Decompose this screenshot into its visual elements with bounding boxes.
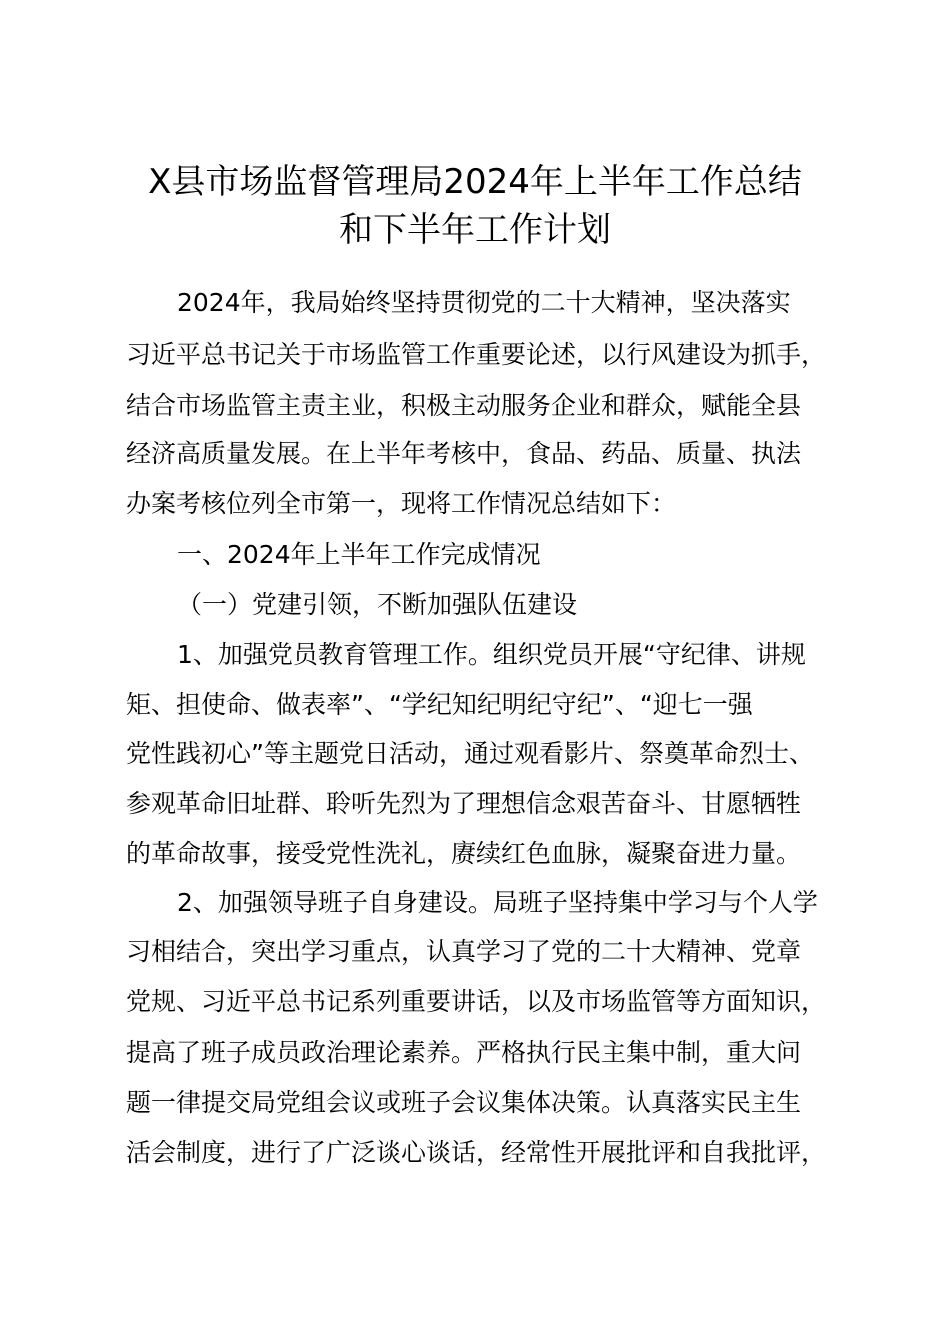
para-1-line-4: 参观革命旧址群、聆听先烈为了理想信念艰苦奋斗、甘愿牺牲 (126, 789, 802, 818)
section-1-heading: 一、2024年上半年工作完成情况 (177, 540, 541, 569)
intro-line-4: 经济高质量发展。在上半年考核中，食品、药品、质量、执法 (126, 439, 802, 468)
intro-line-2: 习近平总书记关于市场监管工作重要论述，以行风建设为抓手， (126, 340, 827, 369)
para-2-line-6: 活会制度，进行了广泛谈心谈话，经常性开展批评和自我批评， (126, 1138, 827, 1167)
para-1-line-1: 1、加强党员教育管理工作。组织党员开展“守纪律、讲规 (177, 640, 806, 669)
para-1-line-5: 的革命故事，接受党性洗礼，赓续红色血脉，凝聚奋进力量。 (126, 839, 802, 868)
intro-line-3: 结合市场监管主责主业，积极主动服务企业和群众，赋能全县 (126, 391, 802, 420)
document-title-line-1: X县市场监督管理局2024年上半年工作总结 (148, 162, 802, 202)
para-1-line-2: 矩、担使命、做表率”、“学纪知纪明纪守纪”、“迎七一强 (126, 690, 753, 719)
subsection-1-heading: （一）党建引领，不断加强队伍建设 (177, 590, 578, 619)
intro-line-5: 办案考核位列全市第一，现将工作情况总结如下： (126, 489, 677, 518)
para-2-line-2: 习相结合，突出学习重点，认真学习了党的二十大精神、党章 (126, 937, 802, 966)
para-2-line-3: 党规、习近平总书记系列重要讲话，以及市场监管等方面知识， (126, 987, 827, 1016)
para-1-line-3: 党性践初心”等主题党日活动，通过观看影片、祭奠革命烈士、 (126, 739, 814, 768)
para-2-line-4: 提高了班子成员政治理论素养。严格执行民主集中制，重大问 (126, 1038, 802, 1067)
intro-line-1: 2024年，我局始终坚持贯彻党的二十大精神，坚决落实 (177, 288, 791, 317)
document-title-line-2: 和下半年工作计划 (339, 210, 611, 250)
para-2-line-1: 2、加强领导班子自身建设。局班子坚持集中学习与个人学 (177, 888, 818, 917)
para-2-line-5: 题一律提交局党组会议或班子会议集体决策。认真落实民主生 (126, 1088, 802, 1117)
